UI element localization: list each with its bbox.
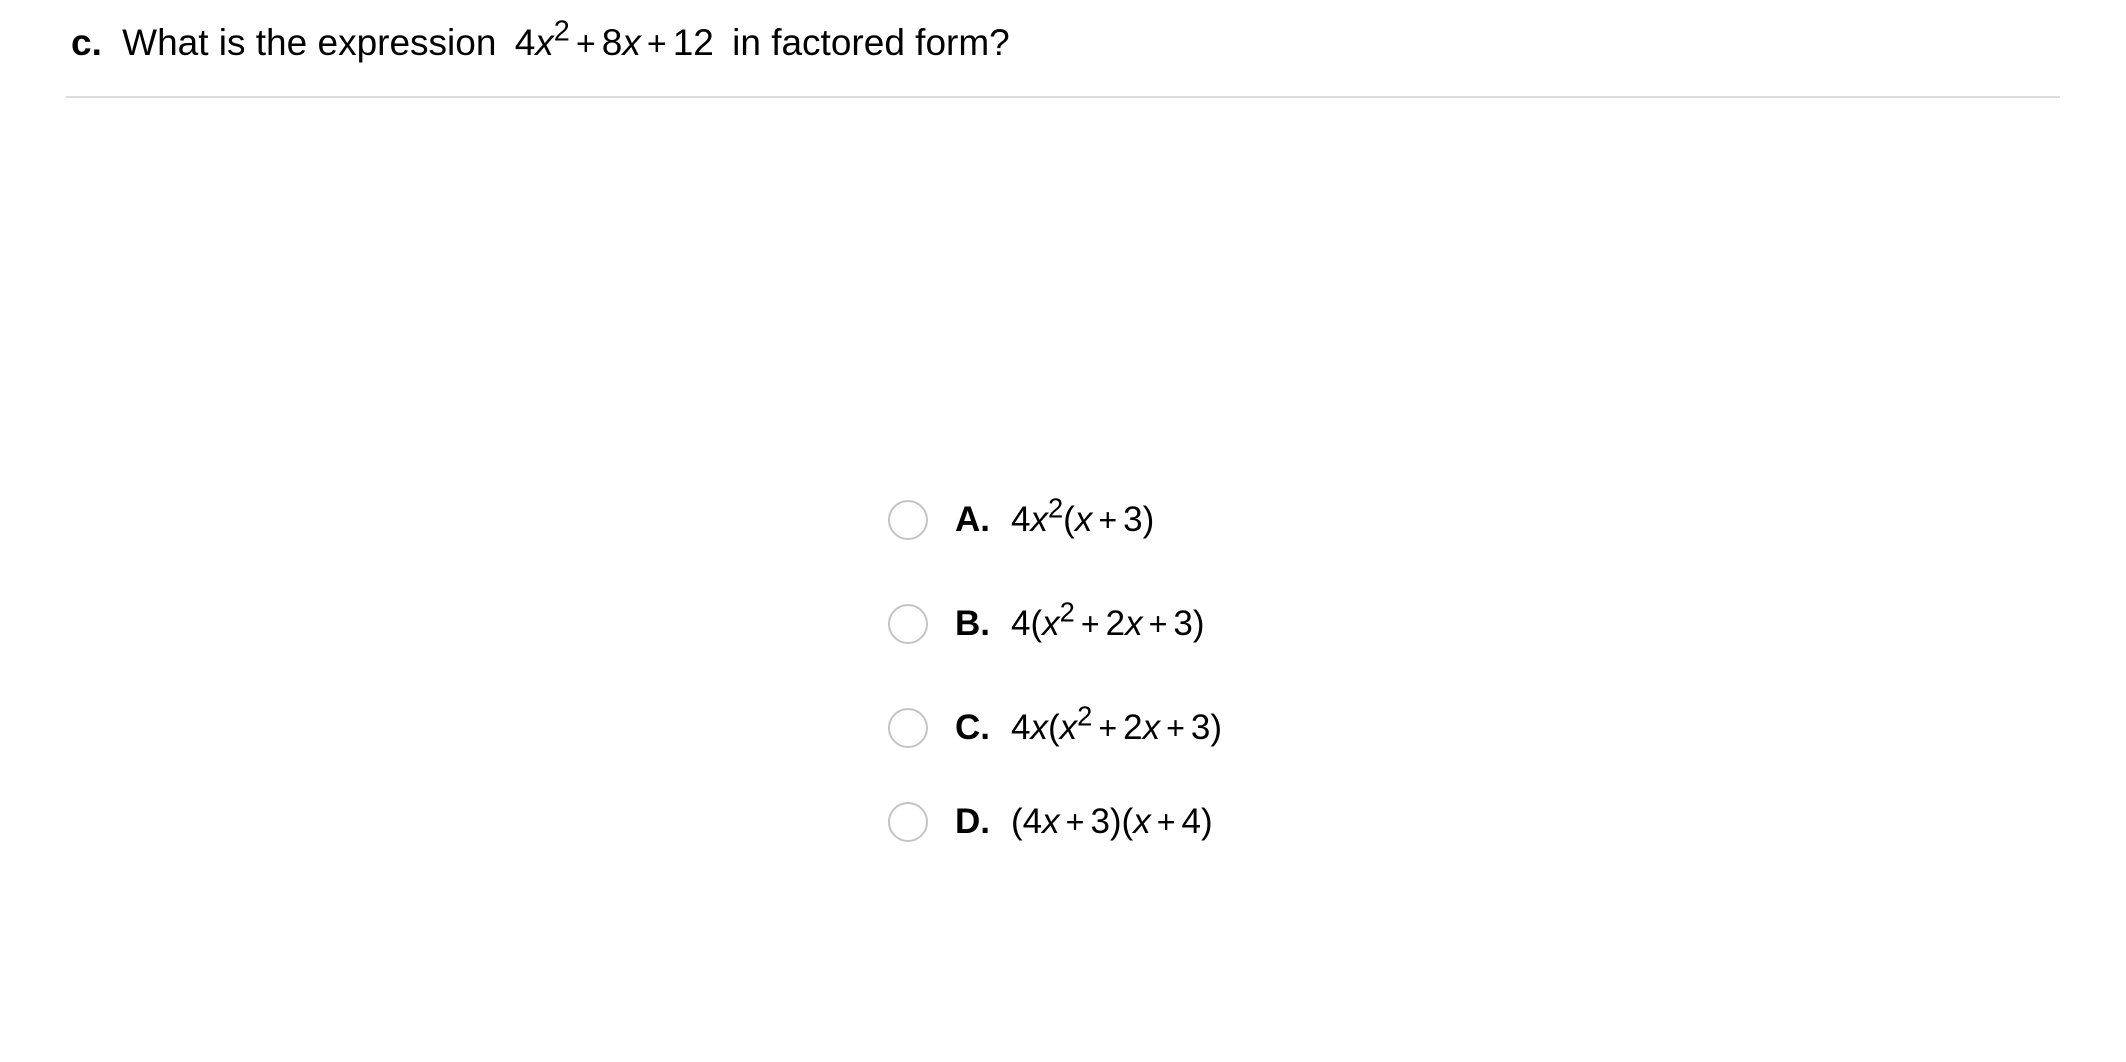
- expr-term2-coefficient: 8: [601, 22, 623, 63]
- expr-operator-2: +: [646, 25, 667, 63]
- question-text-before: What is the expression: [122, 22, 497, 63]
- question-label: c.: [71, 22, 102, 63]
- choice-b-expression: [1011, 596, 1205, 644]
- expr-operator: +: [1166, 710, 1185, 746]
- expr-exponent: 2: [1077, 700, 1093, 732]
- expr-variable: x: [1142, 708, 1161, 747]
- expr-part: 4): [1181, 802, 1213, 841]
- expr-operator: +: [1080, 606, 1100, 642]
- expr-part: 3): [1190, 708, 1223, 747]
- expr-exponent: 2: [1059, 596, 1075, 628]
- choice-d[interactable]: [888, 794, 1213, 850]
- choice-a[interactable]: [888, 492, 1154, 548]
- expr-part: 4(: [1011, 604, 1043, 643]
- expr-part: 3)(: [1090, 802, 1134, 841]
- expr-variable: x: [1125, 604, 1143, 643]
- expr-part: (: [1063, 500, 1075, 539]
- choice-d-label: D.: [955, 802, 990, 841]
- expr-exponent: 2: [1047, 492, 1064, 524]
- radio-circle-icon[interactable]: [888, 604, 928, 644]
- expr-operator: +: [1098, 710, 1118, 746]
- expr-part: (: [1047, 708, 1060, 747]
- expr-variable: x: [1030, 708, 1048, 747]
- choice-c-expression: [1011, 700, 1223, 748]
- expr-term1-coefficient: 4: [514, 22, 536, 63]
- expr-operator: +: [1148, 606, 1168, 642]
- expr-part: 2: [1123, 708, 1143, 747]
- expr-part: 4: [1011, 500, 1031, 539]
- expr-part: 3): [1123, 500, 1155, 539]
- expr-part: 4: [1011, 708, 1031, 747]
- expr-operator: +: [1156, 804, 1176, 840]
- expr-term3-constant: 12: [672, 22, 714, 63]
- question-prompt: [71, 15, 1010, 69]
- expr-operator-1: +: [575, 25, 596, 63]
- radio-circle-icon[interactable]: [888, 708, 928, 748]
- expr-part: 3): [1173, 604, 1205, 643]
- choice-b[interactable]: [888, 596, 1205, 652]
- choice-a-expression: [1011, 492, 1155, 540]
- question-text-after: in factored form?: [732, 22, 1010, 63]
- choice-b-label: B.: [955, 604, 990, 643]
- expr-variable: x: [1074, 500, 1093, 539]
- expr-variable: x: [1042, 604, 1060, 643]
- expr-operator: +: [1098, 502, 1118, 538]
- expr-variable: x: [1059, 708, 1078, 747]
- expr-part: 2: [1105, 604, 1126, 643]
- choice-a-label: A.: [955, 500, 990, 539]
- expr-term2-variable: x: [622, 22, 641, 63]
- expr-variable: x: [1042, 802, 1060, 841]
- radio-circle-icon[interactable]: [888, 802, 928, 842]
- expr-operator: +: [1065, 804, 1085, 840]
- expr-variable: x: [1133, 802, 1151, 841]
- question-expression: [514, 15, 714, 63]
- choice-d-expression: [1011, 802, 1213, 842]
- expr-part: (4: [1011, 802, 1043, 841]
- choice-c-label: C.: [955, 708, 990, 747]
- expr-term1-exponent: 2: [553, 15, 570, 48]
- question-divider: [66, 96, 2060, 98]
- expr-variable: x: [1030, 500, 1048, 539]
- radio-circle-icon[interactable]: [888, 500, 928, 540]
- expr-term1-variable: x: [535, 22, 554, 63]
- choice-c[interactable]: [888, 700, 1222, 756]
